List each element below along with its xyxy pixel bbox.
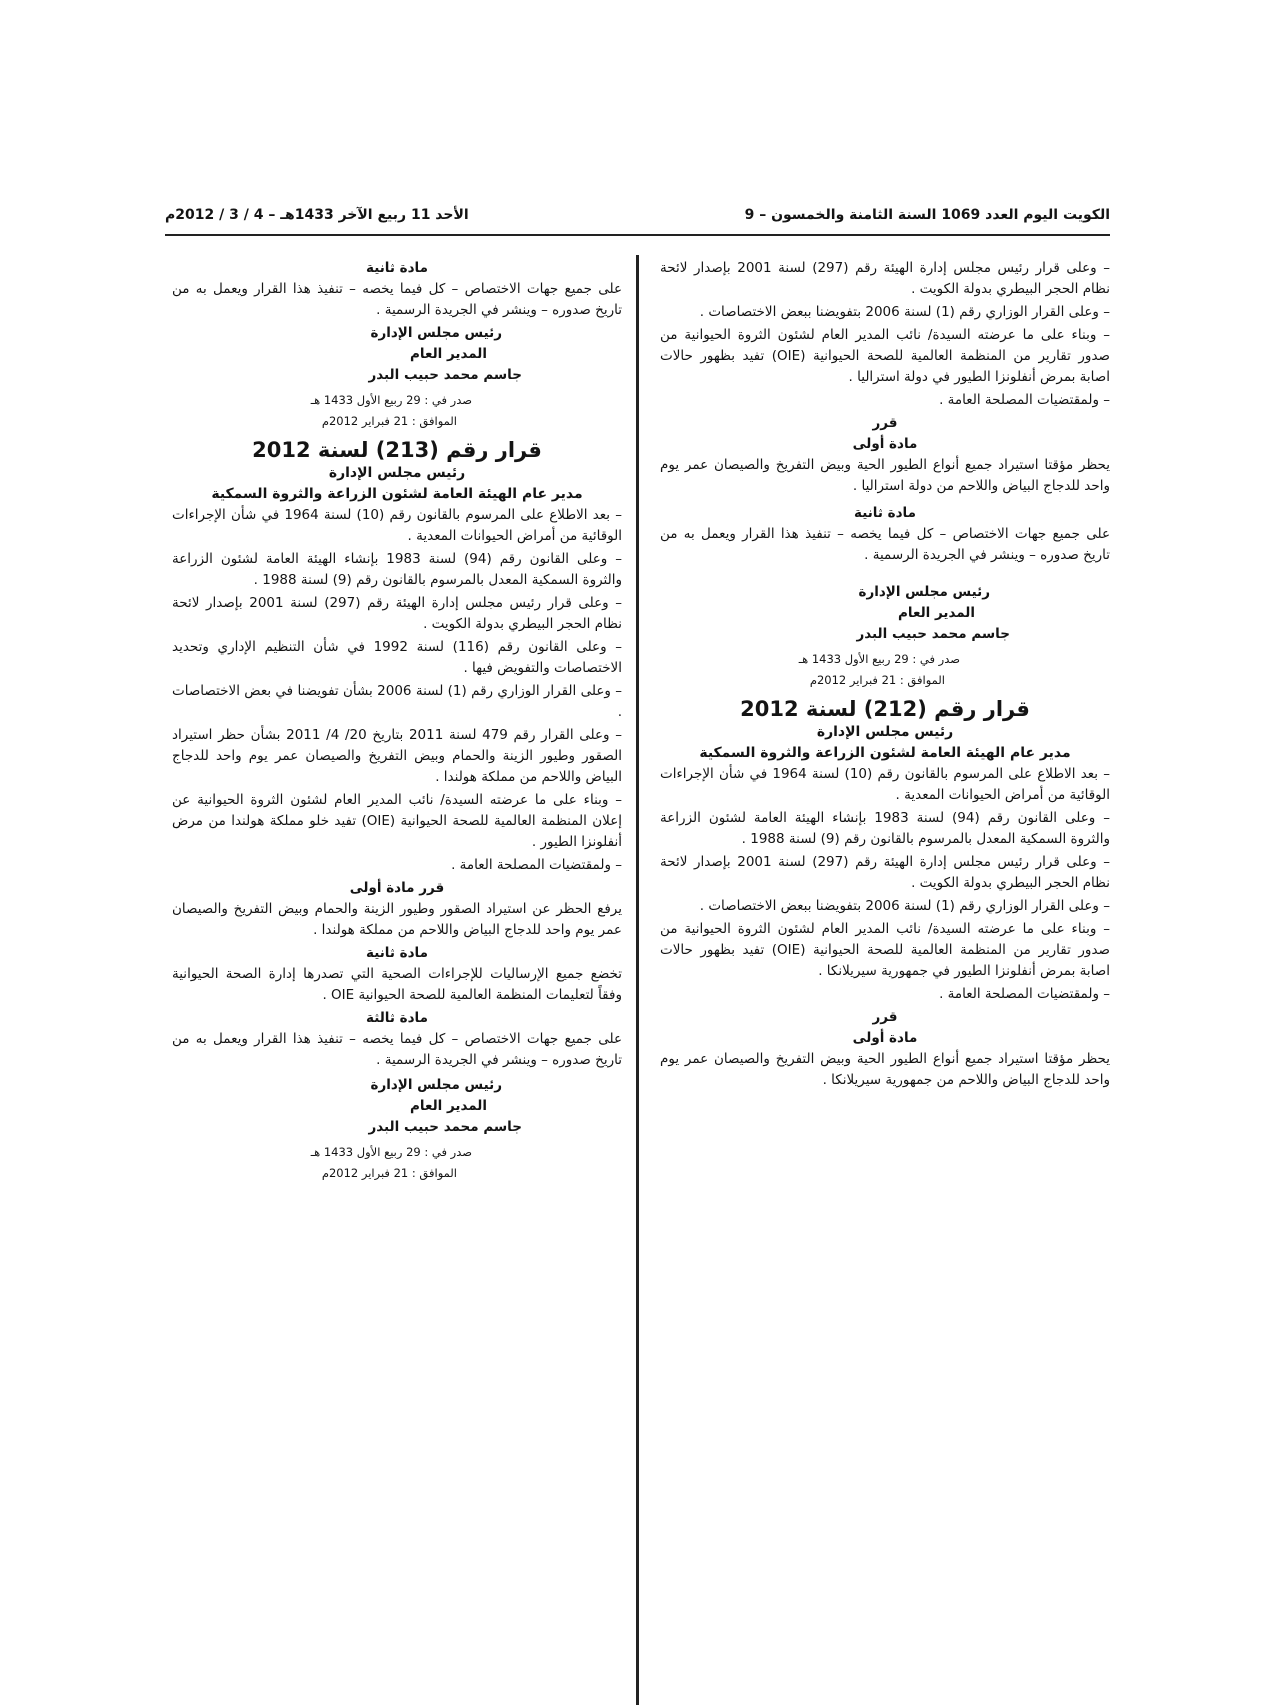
paragraph: – وعلى القانون رقم (116) لسنة 1992 في شأن التنظيم الإداري وتحديد الاختصاصات والتفويض فيها . bbox=[172, 639, 622, 676]
decision-title: قرار رقم (212) لسنة 2012 bbox=[740, 697, 1030, 721]
header-rule bbox=[165, 234, 1110, 236]
issue-date-gregorian: الموافق : 21 فبراير 2012م bbox=[321, 1166, 457, 1180]
right-column bbox=[660, 258, 1110, 1093]
signature-title: رئيس مجلس الإدارة bbox=[370, 325, 502, 341]
issue-date: صدر في : 29 ربيع الأول 1433 هـ bbox=[310, 393, 472, 407]
article-title: مادة ثانية bbox=[366, 945, 428, 961]
issue-date-gregorian: الموافق : 21 فبراير 2012م bbox=[809, 673, 945, 687]
signature-role: المدير العام bbox=[410, 1098, 487, 1114]
signature-name: جاسم محمد حبيب البدر bbox=[368, 1119, 522, 1135]
signature-role: المدير العام bbox=[898, 605, 975, 621]
paragraph: – وعلى القرار الوزاري رقم (1) لسنة 2006 بشأن تفويضنا في بعض الاختصاصات . bbox=[172, 683, 622, 720]
left-column bbox=[172, 258, 622, 1184]
paragraph: – وعلى القرار رقم 479 لسنة 2011 بتاريخ 20/ 4/ 2011 بشأن حظر استيراد الصقور وطيور الزينة والحمام وبيض التفريخ والصيصان عمر يوم واحد للدجاج البياض واللاحم من مملكة هولندا . bbox=[172, 727, 622, 785]
paragraph: – ولمقتضيات المصلحة العامة . bbox=[939, 392, 1110, 408]
signature-name: جاسم محمد حبيب البدر bbox=[368, 367, 522, 383]
paragraph: – بعد الاطلاع على المرسوم بالقانون رقم (10) لسنة 1964 في شأن الإجراءات الوقائية من أمراض الحيوانات المعدية . bbox=[172, 507, 622, 544]
article-title: مادة ثالثة bbox=[366, 1010, 428, 1026]
paragraph: – ولمقتضيات المصلحة العامة . bbox=[451, 857, 622, 873]
paragraph: – وعلى قرار رئيس مجلس إدارة الهيئة رقم (297) لسنة 2001 بإصدار لائحة نظام الحجر البيطري بدولة الكويت . bbox=[660, 854, 1110, 891]
decision-heading: قرر bbox=[872, 415, 898, 431]
header-date: الأحد 11 ربيع الآخر 1433هـ – 4 / 3 / 2012م bbox=[165, 207, 469, 223]
article-text: يرفع الحظر عن استيراد الصقور وطيور الزينة والحمام وبيض التفريخ والصيصان عمر يوم واحد للدجاج البياض واللاحم من مملكة هولندا . bbox=[172, 901, 622, 938]
article-text: على جميع جهات الاختصاص – كل فيما يخصه – تنفيذ هذا القرار ويعمل به من تاريخ صدوره – وينشر في الجريدة الرسمية . bbox=[172, 281, 622, 318]
article-title: مادة ثانية bbox=[854, 505, 916, 521]
paragraph: – وعلى القانون رقم (94) لسنة 1983 بإنشاء الهيئة العامة لشئون الزراعة والثروة السمكية المعدل بالمرسوم بالقانون رقم (9) لسنة 1988 . bbox=[660, 810, 1110, 847]
article-text: على جميع جهات الاختصاص – كل فيما يخصه – تنفيذ هذا القرار ويعمل به من تاريخ صدوره – وينشر في الجريدة الرسمية . bbox=[172, 1031, 622, 1068]
paragraph: – وعلى القرار الوزاري رقم (1) لسنة 2006 بتفويضنا ببعض الاختصاصات . bbox=[699, 898, 1110, 914]
header-issue-info: الكويت اليوم العدد 1069 السنة الثامنة والخمسون – 9 bbox=[744, 207, 1110, 223]
signature-title: رئيس مجلس الإدارة bbox=[370, 1077, 502, 1093]
signature-role: المدير العام bbox=[410, 346, 487, 362]
signature-name: جاسم محمد حبيب البدر bbox=[856, 626, 1010, 642]
article-title: مادة أولى bbox=[852, 436, 918, 452]
article-title: مادة ثانية bbox=[366, 260, 428, 276]
decision-title: قرار رقم (213) لسنة 2012 bbox=[252, 438, 542, 462]
paragraph: – وعلى قرار رئيس مجلس إدارة الهيئة رقم (297) لسنة 2001 بإصدار لائحة نظام الحجر البيطري بدولة الكويت . bbox=[660, 260, 1110, 297]
article-title: مادة أولى bbox=[852, 1030, 918, 1046]
decision-subtitle: رئيس مجلس الإدارة bbox=[328, 465, 466, 481]
decision-heading: قرر مادة أولى bbox=[349, 880, 445, 896]
decision-subtitle: مدير عام الهيئة العامة لشئون الزراعة والثروة السمكية bbox=[211, 486, 583, 502]
paragraph: – بعد الاطلاع على المرسوم بالقانون رقم (10) لسنة 1964 في شأن الإجراءات الوقائية من أمراض الحيوانات المعدية . bbox=[660, 766, 1110, 803]
decision-subtitle: مدير عام الهيئة العامة لشئون الزراعة والثروة السمكية bbox=[699, 745, 1071, 761]
article-text: تخضع جميع الإرساليات للإجراءات الصحية التي تصدرها إدارة الصحة الحيوانية وفقاً لتعليمات المنظمة العالمية للصحة الحيوانية OIE . bbox=[172, 966, 622, 1003]
paragraph: – وبناء على ما عرضته السيدة/ نائب المدير العام لشئون الثروة الحيوانية عن إعلان المنظمة العالمية للصحة الحيوانية (OIE) تفيد خلو مملكة هولندا من مرض أنفلونزا الطيور . bbox=[172, 792, 623, 850]
paragraph: – وبناء على ما عرضته السيدة/ نائب المدير العام لشئون الثروة الحيوانية من صدور تقارير من المنظمة العالمية للصحة الحيوانية (OIE) تفيد بظهور حالات اصابة بمرض أنفلونزا الطيور في جمهورية سيريلانكا . bbox=[660, 921, 1110, 979]
decision-heading: قرر bbox=[872, 1009, 898, 1025]
article-text: يحظر مؤقتا استيراد جميع أنواع الطيور الحية وبيض التفريخ والصيصان عمر يوم واحد للدجاج البياض واللاحم من جمهورية سيريلانكا . bbox=[660, 1051, 1110, 1088]
signature-title: رئيس مجلس الإدارة bbox=[858, 584, 990, 600]
paragraph: – وبناء على ما عرضته السيدة/ نائب المدير العام لشئون الثروة الحيوانية من صدور تقارير من المنظمة العالمية للصحة الحيوانية (OIE) تفيد بظهور حالات اصابة بمرض أنفلونزا الطيور في دولة استراليا . bbox=[660, 327, 1110, 385]
issue-date-gregorian: الموافق : 21 فبراير 2012م bbox=[321, 414, 457, 428]
page-header bbox=[165, 205, 1110, 235]
article-text: على جميع جهات الاختصاص – كل فيما يخصه – تنفيذ هذا القرار ويعمل به من تاريخ صدوره – وينشر في الجريدة الرسمية . bbox=[660, 526, 1110, 563]
issue-date: صدر في : 29 ربيع الأول 1433 هـ bbox=[798, 652, 960, 666]
paragraph: – وعلى القرار الوزاري رقم (1) لسنة 2006 بتفويضنا ببعض الاختصاصات . bbox=[699, 304, 1110, 320]
column-divider bbox=[636, 255, 639, 1705]
article-text: يحظر مؤقتا استيراد جميع أنواع الطيور الحية وبيض التفريخ والصيصان عمر يوم واحد للدجاج البياض واللاحم من دولة استراليا . bbox=[660, 457, 1110, 494]
decision-subtitle: رئيس مجلس الإدارة bbox=[816, 724, 954, 740]
issue-date: صدر في : 29 ربيع الأول 1433 هـ bbox=[310, 1145, 472, 1159]
paragraph: – ولمقتضيات المصلحة العامة . bbox=[939, 986, 1110, 1002]
paragraph: – وعلى قرار رئيس مجلس إدارة الهيئة رقم (297) لسنة 2001 بإصدار لائحة نظام الحجر البيطري بدولة الكويت . bbox=[172, 595, 622, 632]
paragraph: – وعلى القانون رقم (94) لسنة 1983 بإنشاء الهيئة العامة لشئون الزراعة والثروة السمكية المعدل بالمرسوم بالقانون رقم (9) لسنة 1988 . bbox=[172, 551, 622, 588]
